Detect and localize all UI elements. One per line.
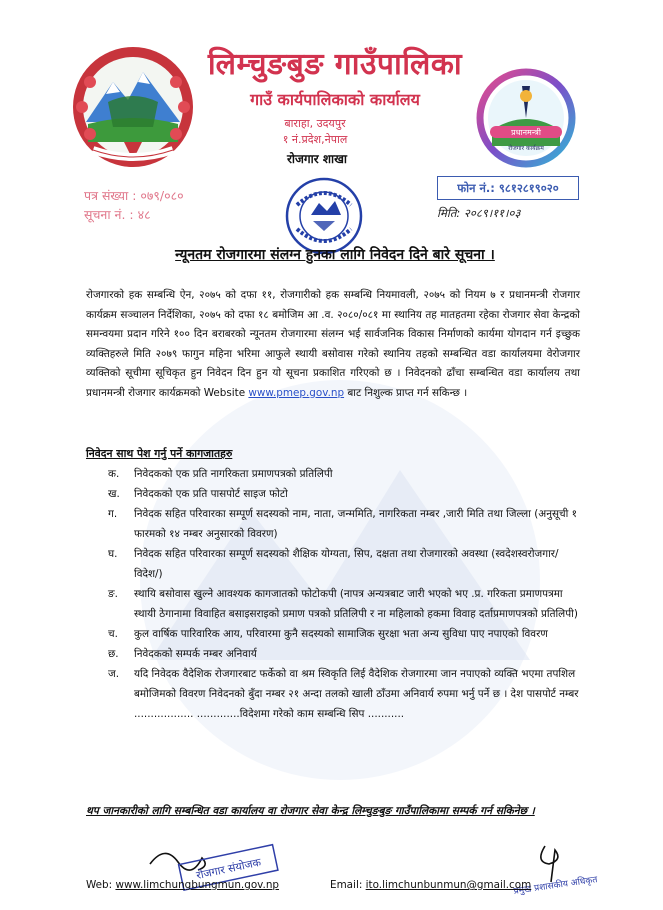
item-text: यदि निवेदक वैदेशिक रोजगारबाट फर्केको वा श्रम स्विकृति लिई वैदेशिक रोजगारमा जान नपाएको व्यक्ति भएमा तपशिल बमोजिमको विवरण निवेदनको बुँदा नम्बर २१ अन्दा तलको खाली ठाँउमा अनिवार्य रुपमा भर्नु पर्ने छ । देश पासपोर्ट नम्बर .................. .............विदेशमा गरेको काम सम्बन्धि सिप ........... — [134, 668, 579, 720]
notice-date: मिति: २०८९।११।०३ — [437, 206, 521, 220]
documents-heading: निवेदन साथ पेश गर्नु पर्ने कागजातहरु — [86, 447, 233, 460]
website-link[interactable]: www.pmep.gov.np — [248, 386, 345, 399]
notice-title: न्यूनतम रोजगारमा संलग्न हुनका लागि निवेदन दिने बारे सूचना । — [175, 247, 495, 263]
documents-list — [108, 464, 580, 724]
item-text: निवेदकको सम्पर्क नम्बर अनिवार्य — [134, 648, 257, 660]
item-key: च. — [108, 628, 118, 640]
email-footer — [330, 879, 531, 891]
item-key: छ. — [108, 648, 119, 660]
svg-text:प्रधानमन्त्री: प्रधानमन्त्री — [511, 128, 541, 137]
list-item — [108, 644, 580, 664]
body-text: रोजगारको हक सम्बन्धि ऐन, २०७५ को दफा ११, रोजगारीको हक सम्बन्धि नियमावली, २०७५ को नियम ७ र प्रधानमन्त्री रोजगार कार्यक्रम सञ्चालन निर्देशिका, २०७५ को दफा १८ बमोजिम आ .व. २०८०/०८१ मा स्थानिय तह मातहतमा रहेका रोजगार सेवा केन्द्रको समन्वयमा प्रदान गरिने १०० दिन बराबरको न्यूनतम रोजगारमा संलग्न भई सार्वजनिक विकास निर्माणको कार्यमा योगदान गर्न इच्छुक व्यक्तिहरुले मिति २०७९ फागुन महिना भरिमा आफुले स्थायी बसोवास गरेको स्थानिय तहको सम्बन्धित वडा कार्यालयमा वेरोजगार व्यक्तिको सूचीमा सूचिकृत हुन निवेदन दिन हुन यो सूचना प्रकाशित गरिएको छ । निवेदनको ढाँचा सम्बन्धित वडा कार्यालय तथा प्रधानमन्त्री रोजगार कार्यक्रमको Website — [86, 289, 580, 399]
item-key: ख. — [108, 488, 120, 500]
item-text: निवेदक सहित परिवारका सम्पूर्ण सदस्यको नाम, नाता, जन्ममिति, नागरिकता नम्बर ,जारी मिति तथा जिल्ला (अनुसूची १ फारमको १४ नम्बर अनुसारको विवरण) — [134, 508, 577, 540]
contact-note: थप जानकारीको लागि सम्बन्धित वडा कार्यालय वा रोजगार सेवा केन्द्र लिम्चुङबुङ गाउँपालिकामा सम्पर्क गर्न सकिनेछ । — [86, 805, 535, 817]
office-name: गाउँ कार्यपालिकाको कार्यालय — [250, 90, 420, 109]
svg-text:रोजगार कार्यक्रम: रोजगार कार्यक्रम — [508, 145, 544, 152]
body-text-end: बाट निशुल्क प्राप्त गर्न सकिन्छ । — [344, 386, 468, 399]
website-footer — [86, 879, 279, 891]
notice-body — [86, 286, 580, 403]
item-text: निवेदक सहित परिवारका सम्पूर्ण सदस्यको शैक्षिक योग्यता, सिप, दक्षता तथा रोजगारको अवस्था (स्वदेशस्वरोजगार/विदेश/) — [134, 548, 559, 580]
list-item — [108, 504, 580, 544]
list-item — [108, 464, 580, 484]
item-text: निवेदकको एक प्रति नागरिकता प्रमाणपत्रको प्रतिलिपी — [134, 468, 333, 480]
item-key: ङ. — [108, 588, 118, 600]
address-line-2: १ नं.प्रदेश,नेपाल — [282, 133, 348, 146]
item-text: कुल वार्षिक पारिवारिक आय, परिवारमा कुनै सदस्यको सामाजिक सुरक्षा भता अन्य सुविधा पाए नपाएको विवरण — [134, 628, 548, 640]
item-text: स्थायि बसोवास खुल्ने आवश्यक कागजातको फोटोकपी (नापत्र अन्यत्रबाट जारी भएको भए .प्र. गरिकता प्रमाणपत्रमा स्थायी ठेगानामा विवाहित बसाइसराइको प्रमाण पत्रको प्रतिलिपी र ना महिलाको हकमा विवाह दर्ताप्रमाणपत्रको प्रतिलिपी) — [134, 588, 578, 620]
address-line-1: बाराहा, उदयपुर — [284, 117, 346, 130]
list-item — [108, 544, 580, 584]
right-stamp-text: प्रमुख प्रशासकीय अधिकृत — [513, 875, 599, 897]
item-text: निवेदकको एक प्रति पासपोर्ट साइज फोटो — [134, 488, 288, 500]
item-key: ग. — [108, 508, 118, 520]
notice-number: सूचना नं. : ४८ — [84, 207, 151, 222]
phone-number-box: फोन नं.: ९८१२८१९०२० — [437, 176, 579, 200]
item-key: ज. — [108, 668, 120, 680]
web-label: Web: — [86, 879, 116, 891]
list-item — [108, 484, 580, 504]
email-label: Email: — [330, 879, 366, 891]
employment-program-logo-icon — [470, 68, 582, 168]
email-link[interactable]: ito.limchunbunmun@gmail.com — [365, 879, 532, 891]
list-item — [108, 624, 580, 644]
municipality-name: लिम्चुङबुङ गाउँपालिका — [207, 47, 463, 82]
left-stamp-text: रोजगार संयोजक — [195, 855, 263, 883]
item-key: घ. — [108, 548, 118, 560]
web-link[interactable]: www.limchungbungmun.gov.np — [115, 879, 280, 891]
signature-stamp-right-icon — [505, 842, 605, 902]
nepal-emblem-icon — [68, 42, 198, 172]
item-key: क. — [108, 468, 120, 480]
section-name: रोजगार शाखा — [286, 152, 348, 166]
letter-number: पत्र संख्या : ०७९/०८० — [84, 188, 184, 203]
list-item — [108, 664, 580, 724]
list-item — [108, 584, 580, 624]
